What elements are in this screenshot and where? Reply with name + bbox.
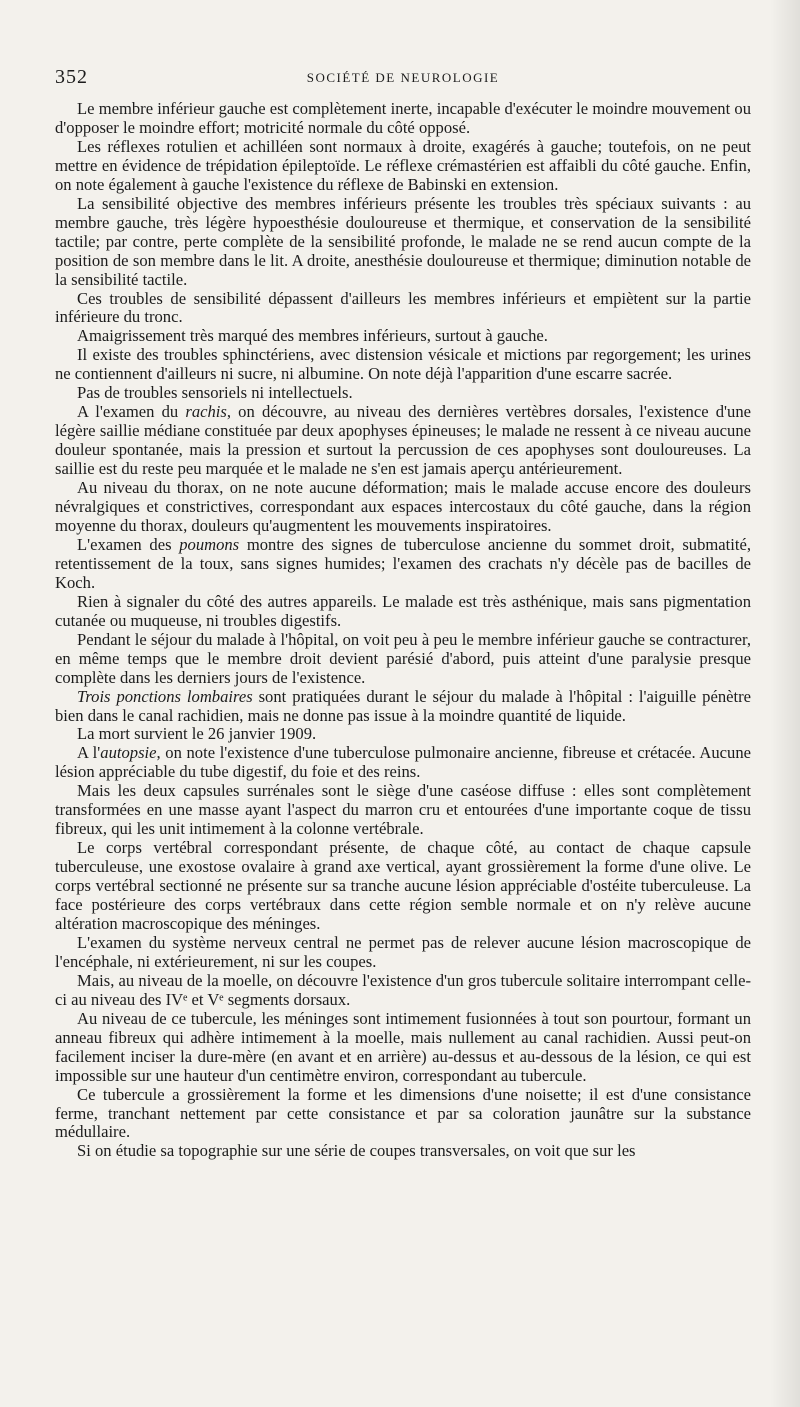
- paragraph-text: Au niveau du thorax, on ne note aucune déformation; mais le malade accuse encore des douleurs névralgiques et constrictives, correspondant aux espaces intercostaux du côté gauche, dans la région moyenne du thorax, douleurs qu'augmentent les mouvements inspiratoires.: [55, 478, 751, 535]
- body-paragraph: [55, 195, 751, 290]
- body-paragraph: [55, 688, 751, 726]
- paragraph-text: Ces troubles de sensibilité dépassent d'ailleurs les membres inférieurs et empiètent sur la partie inférieure du tronc.: [55, 288, 751, 327]
- paragraph-text: Au niveau de ce tubercule, les méninges sont intimement fusionnées à tout son pourtour, formant un anneau fibreux qui adhère intimement à la moelle, mais nullement au canal rachidien. Aussi peut-on facilement inciser la dure-mère (en avant et en arrière) au-dessus et au-dessous de la lésion, ce qui est impossible sur une hauteur d'un centimètre environ, correspondant au tubercule.: [55, 1008, 751, 1085]
- paragraph-text: Si on étudie sa topographie sur une série de coupes transversales, on voit que sur les: [77, 1141, 636, 1161]
- paragraph-text: La mort survient le 26 janvier 1909.: [77, 724, 317, 744]
- body-paragraph: [55, 384, 751, 403]
- paragraph-text: Le membre inférieur gauche est complètement inerte, incapable d'exécuter le moindre mouvement ou d'opposer le moindre effort; motricité normale du côté opposé.: [55, 99, 751, 137]
- body-paragraph: [55, 138, 751, 195]
- body-paragraph: [55, 782, 751, 839]
- italic-term: autopsie: [100, 743, 157, 763]
- page-number: 352: [55, 66, 88, 88]
- paragraph-text: , on note l'existence d'une tuberculose pulmonaire ancienne, fibreuse et crétacée. Aucune lésion appréciable du tube digestif, du foie et des reins.: [55, 743, 751, 782]
- paragraph-text: Les réflexes rotulien et achilléen sont normaux à droite, exagérés à gauche; toutefois, on ne peut mettre en évidence de trépidation épileptoïde. Le réflexe crémastérien est affaibli du côté gauche. Enfin, on note également à gauche l'existence du réflexe de Babinski en extension.: [55, 136, 751, 194]
- body-paragraph: [55, 100, 751, 138]
- paragraph-text: sont pratiquées durant le séjour du malade à l'hôpital : l'aiguille pénètre bien dans le canal rachidien, mais ne donne pas issue à la moindre quantité de liquide.: [55, 686, 751, 725]
- paragraph-text: L'examen des: [77, 534, 180, 554]
- paragraph-text: montre des signes de tuberculose ancienne du sommet droit, submatité, retentissement de la toux, sans signes humides; l'examen des crachats n'y décèle pas de bacilles de Koch.: [55, 534, 752, 592]
- body-paragraph: [55, 479, 751, 536]
- paragraph-text: , on découvre, au niveau des dernières vertèbres dorsales, l'existence d'une légère saillie médiane constituée par deux apophyses épineuses; le malade ne ressent à ce niveau aucune douleur spontanée, mais la pression et surtout la percussion de ces apophyses sont douloureuses. La saillie est du reste peu marquée et le malade ne s'en est jamais aperçu antérieurement.: [55, 402, 751, 479]
- paragraph-text: A l': [77, 743, 101, 763]
- body-paragraph: [55, 346, 751, 384]
- page-header: [55, 66, 751, 90]
- paragraph-text: A l'examen du: [77, 402, 186, 422]
- paragraph-text: Mais, au niveau de la moelle, on découvre l'existence d'un gros tubercule solitaire interrompant celle-ci au niveau des IVᵉ et Vᵉ segments dorsaux.: [55, 970, 751, 1009]
- paragraph-text: Pas de troubles sensoriels ni intellectuels.: [77, 383, 353, 403]
- paragraph-text: Le corps vertébral correspondant présente, de chaque côté, au contact de chaque capsule tuberculeuse, une exostose ovalaire à grand axe vertical, ayant grossièrement la forme d'une olive. Le corps vertébral sectionné ne présente sur sa tranche aucune lésion appréciable d'ostéite tuberculeuse. La face postérieure des corps vertébraux dans cette région semble normale et on n'y relève aucune altération macroscopique des méninges.: [55, 838, 751, 933]
- paragraph-text: Il existe des troubles sphinctériens, avec distension vésicale et mictions par regorgement; les urines ne contiennent d'ailleurs ni sucre, ni albumine. On note déjà l'apparition d'une escarre sacrée.: [55, 345, 751, 384]
- paragraph-text: L'examen du système nerveux central ne permet pas de relever aucune lésion macroscopique de l'encéphale, ni extérieurement, ni sur les coupes.: [55, 932, 751, 971]
- paragraph-text: Pendant le séjour du malade à l'hôpital, on voit peu à peu le membre inférieur gauche se contracturer, en même temps que le membre droit devient parésié d'abord, puis atteint d'une paralysie presque complète dans les derniers jours de l'existence.: [55, 629, 751, 687]
- body-paragraph: [55, 744, 751, 782]
- italic-term: poumons: [179, 534, 240, 554]
- body-paragraph: [55, 536, 751, 593]
- body-paragraph: [55, 403, 751, 479]
- body-paragraph: [55, 290, 751, 328]
- body-paragraph: [55, 725, 751, 744]
- paragraph-text: Amaigrissement très marqué des membres inférieurs, surtout à gauche.: [77, 326, 548, 346]
- paragraph-text: La sensibilité objective des membres inférieurs présente les troubles très spéciaux suivants : au membre gauche, très légère hypoesthésie douloureuse et thermique, et conservation de la sensibilité tactile; par contre, perte complète de la sensibilité profonde, le malade ne se rend aucun compte de la position de son membre dans le lit. A droite, anesthésie douloureuse et thermique; diminution notable de la sensibilité tactile.: [55, 193, 751, 289]
- running-head: SOCIÉTÉ DE NEUROLOGIE: [306, 70, 500, 85]
- body-paragraph: [55, 839, 751, 934]
- body-paragraph: [55, 593, 751, 631]
- body-paragraph: [55, 934, 751, 972]
- paragraph-text: Ce tubercule a grossièrement la forme et les dimensions d'une noisette; il est d'une consistance ferme, tranchant nettement par cette consistance et par sa coloration jaunâtre sur la substance médullaire.: [55, 1084, 751, 1142]
- paragraph-text: Rien à signaler du côté des autres appareils. Le malade est très asthénique, mais sans pigmentation cutanée ou muqueuse, ni troubles digestifs.: [55, 591, 751, 630]
- body-paragraph: [55, 1086, 751, 1143]
- body-paragraph: [55, 972, 751, 1010]
- page-body: [55, 100, 751, 1161]
- scan-edge-shadow: [770, 0, 800, 1407]
- body-paragraph: [55, 1142, 751, 1161]
- italic-term: rachis: [185, 402, 227, 422]
- body-paragraph: [55, 631, 751, 688]
- paragraph-text: Mais les deux capsules surrénales sont le siège d'une caséose diffuse : elles sont complètement transformées en une masse ayant l'aspect du marron cru et entourées d'une importante coque de tissu fibreux, qui les unit intimement à la colonne vertébrale.: [55, 781, 751, 839]
- body-paragraph: [55, 1010, 751, 1086]
- body-paragraph: [55, 327, 751, 346]
- italic-term: Trois ponctions lombaires: [77, 686, 253, 706]
